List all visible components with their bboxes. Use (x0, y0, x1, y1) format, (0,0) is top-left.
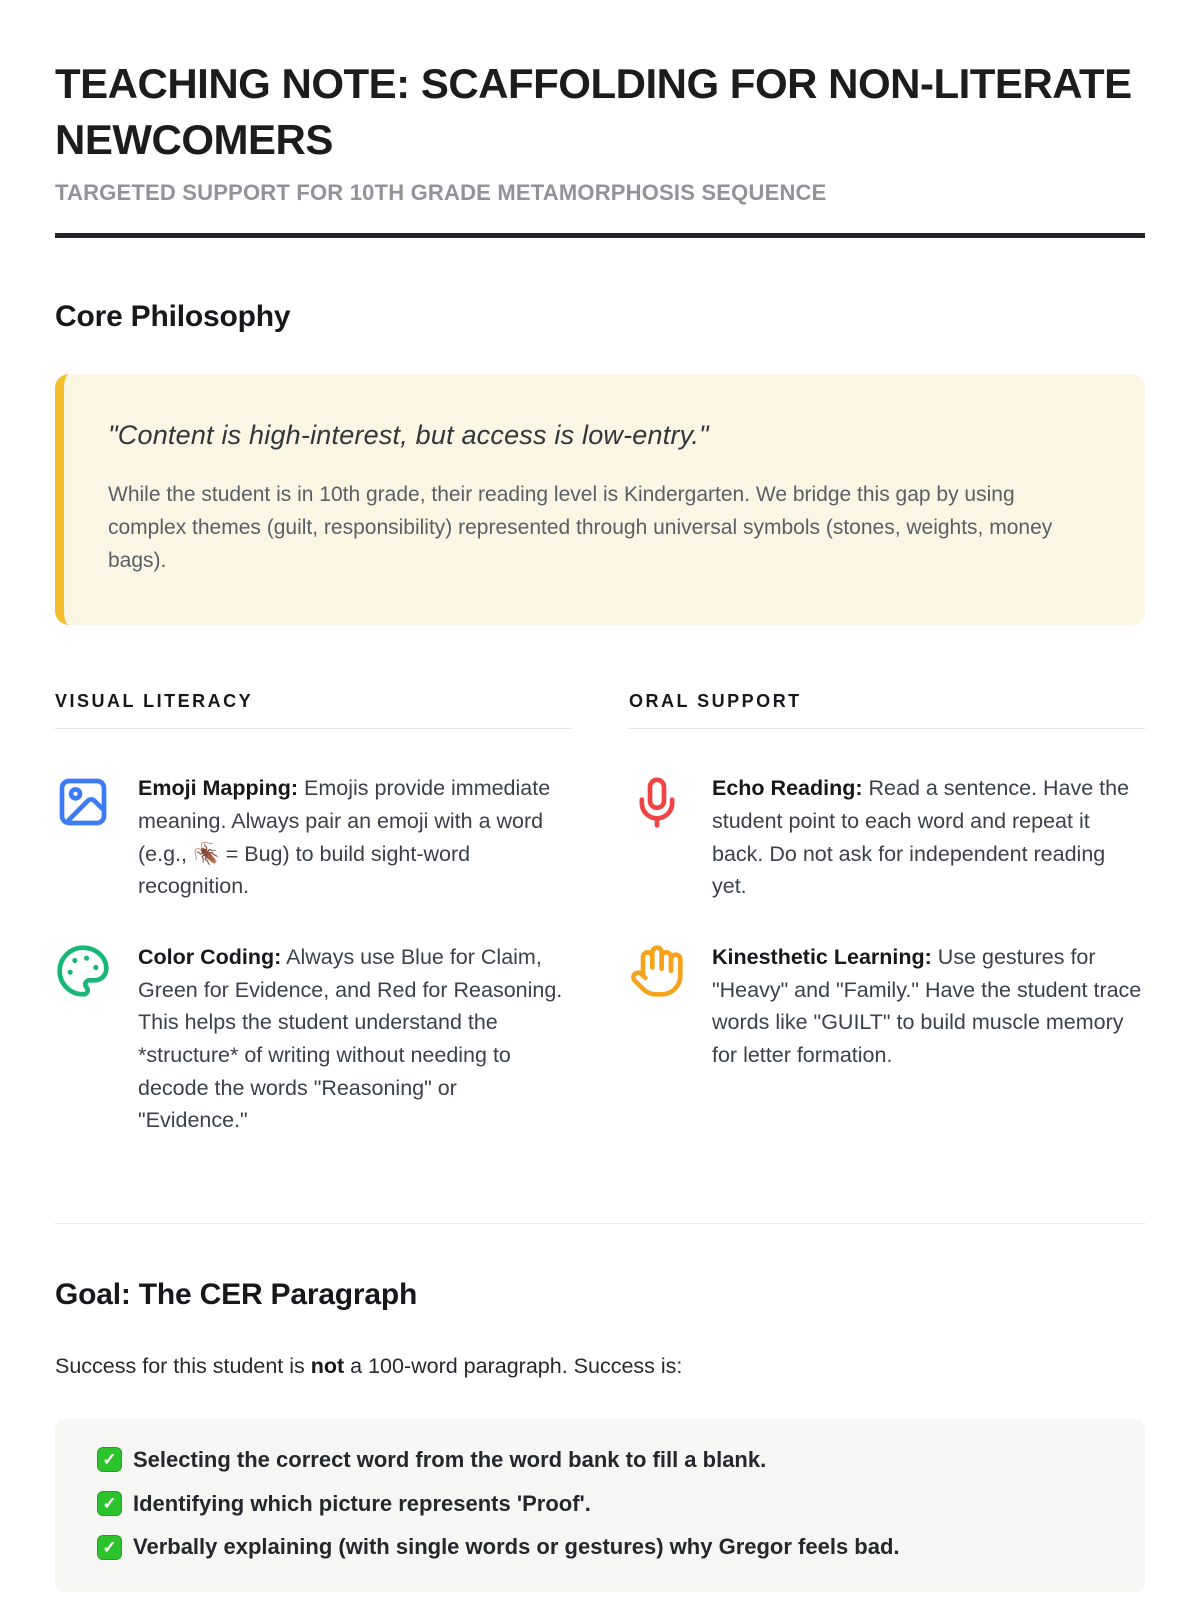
goal-intro-suffix: a 100-word paragraph. Success is: (344, 1353, 683, 1378)
check-mark-icon (97, 1535, 122, 1560)
goal-intro (55, 1354, 1145, 1379)
item-body: Read a sentence. Have the student point to each word and repeat it back. Do not ask for independent reading yet. (712, 776, 1130, 899)
item-title: Echo Reading: (712, 776, 863, 801)
philosophy-quote: "Content is high-interest, but access is low-entry." (108, 419, 709, 450)
list-item-echo-reading (629, 772, 1145, 903)
checklist-item-text: Verbally explaining (with single words or gestures) why Gregor feels bad. (133, 1534, 900, 1560)
header-divider (55, 233, 1145, 238)
checklist-item-text: Identifying which picture represents 'Proof'. (133, 1490, 591, 1516)
item-text (138, 772, 571, 903)
item-title: Kinesthetic Learning: (712, 944, 932, 969)
philosophy-body: While the student is in 10th grade, their reading level is Kindergarten. We bridge this gap by using complex themes (guilt, responsibility) represented through universal symbols (stones, weights, money bags). (108, 482, 1053, 573)
item-body: Use gestures for "Heavy" and "Family." Have the student trace words like "GUILT" to build muscle memory for letter formation. (712, 944, 1142, 1067)
goal-intro-emphasis: not (310, 1353, 345, 1378)
visual-literacy-heading: VISUAL LITERACY (55, 691, 254, 712)
column-divider (629, 728, 1145, 729)
oral-support-heading: ORAL SUPPORT (629, 691, 802, 712)
column-visual-literacy (55, 691, 571, 1137)
list-item-kinesthetic-learning (629, 941, 1145, 1072)
item-text (138, 941, 571, 1137)
checklist-item-text: Selecting the correct word from the word bank to fill a blank. (133, 1446, 767, 1472)
list-item-emoji-mapping (55, 772, 571, 903)
document-header (55, 56, 1145, 238)
strategies-columns (55, 691, 1145, 1137)
item-body: Always use Blue for Claim, Green for Evidence, and Red for Reasoning. This helps the student understand the *structure* of writing without needing to decode the words "Reasoning" or "Evidence." (138, 944, 563, 1133)
success-checklist (55, 1419, 1145, 1592)
section-core-philosophy (55, 300, 1145, 626)
section-divider (55, 1223, 1145, 1224)
checklist-item (97, 1445, 1103, 1475)
page-subtitle: TARGETED SUPPORT FOR 10TH GRADE METAMORPHOSIS SEQUENCE (55, 179, 827, 205)
hand-icon (629, 943, 685, 999)
item-title: Color Coding: (138, 944, 282, 969)
goal-intro-prefix: Success for this student is (55, 1353, 311, 1378)
image-icon (55, 774, 111, 830)
item-body: Emojis provide immediate meaning. Always pair an emoji with a word (e.g., 🪳 = Bug) to build sight-word recognition. (138, 776, 551, 899)
list-item-color-coding (55, 941, 571, 1137)
item-title: Emoji Mapping: (138, 776, 299, 801)
palette-icon (55, 943, 111, 999)
checklist-item (97, 1532, 1103, 1562)
item-text (712, 772, 1145, 903)
microphone-icon (629, 774, 685, 830)
core-philosophy-heading: Core Philosophy (55, 299, 291, 333)
philosophy-callout (55, 374, 1145, 626)
goal-heading: Goal: The CER Paragraph (55, 1277, 418, 1311)
section-goal (55, 1278, 1145, 1592)
check-mark-icon (97, 1447, 122, 1472)
item-text (712, 941, 1145, 1072)
column-oral-support (629, 691, 1145, 1137)
checklist-item (97, 1489, 1103, 1519)
column-divider (55, 728, 571, 729)
page-title: TEACHING NOTE: SCAFFOLDING FOR NON-LITERATE NEWCOMERS (55, 60, 1132, 163)
check-mark-icon (97, 1491, 122, 1516)
